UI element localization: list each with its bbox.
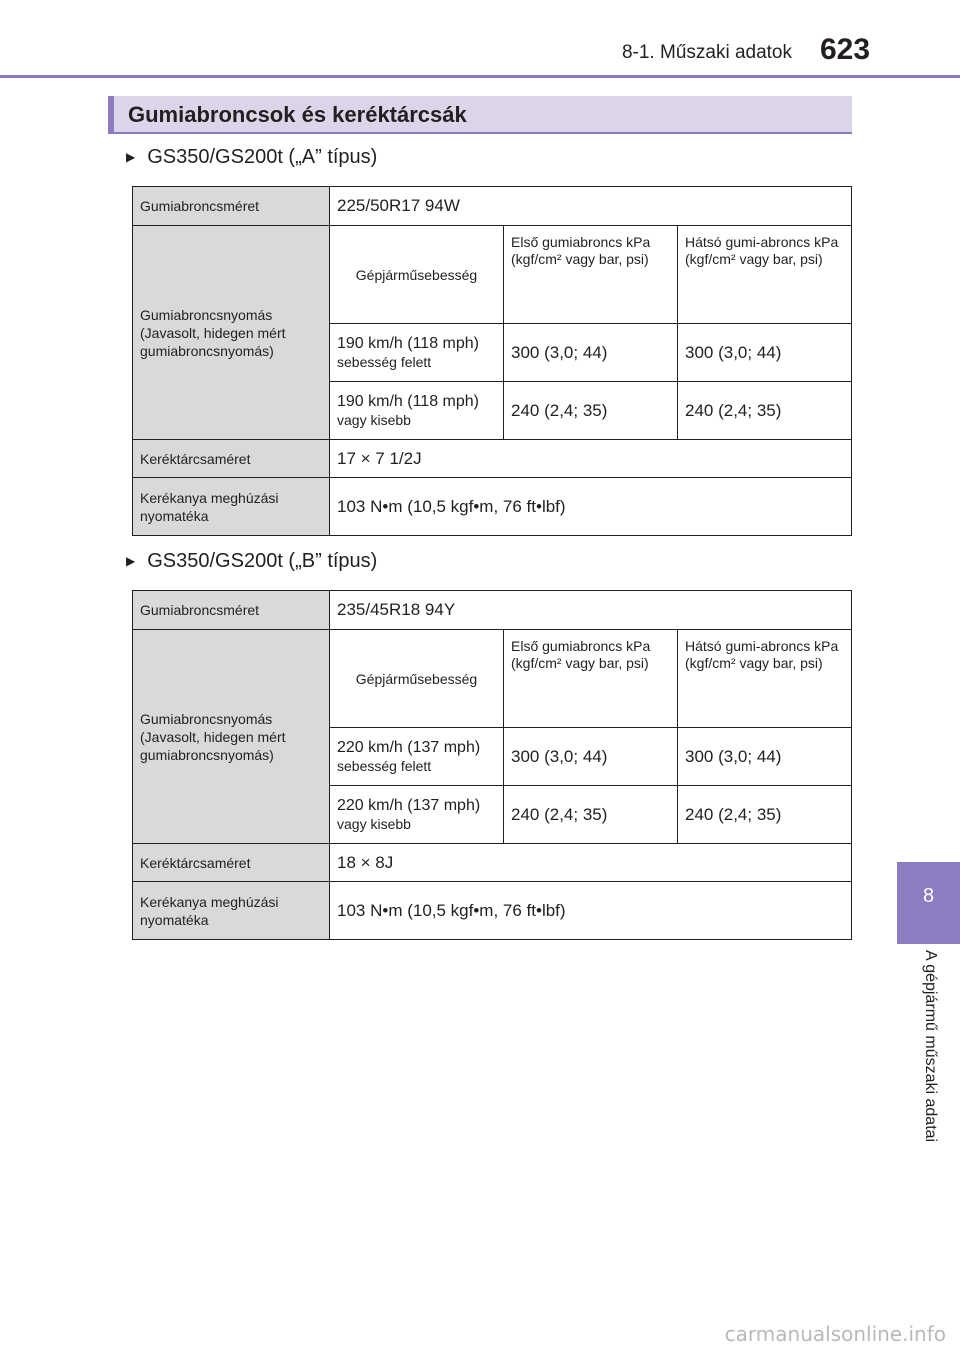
rear-pressure-cell: 300 (3,0; 44) bbox=[678, 728, 852, 786]
table-row bbox=[133, 882, 852, 940]
wheel-size-value: 17 × 7 1/2J bbox=[330, 440, 852, 478]
front-pressure-cell: 300 (3,0; 44) bbox=[504, 728, 678, 786]
watermark: carmanualsonline.info bbox=[724, 1322, 946, 1346]
tire-size-value: 235/45R18 94Y bbox=[330, 591, 852, 630]
table-row bbox=[133, 226, 852, 324]
column-front-header: Első gumiabroncs kPa (kgf/cm² vagy bar, psi) bbox=[504, 226, 678, 324]
table-row bbox=[133, 630, 852, 728]
tire-size-label: Gumiabroncsméret bbox=[133, 187, 330, 226]
tire-spec-table-b bbox=[132, 590, 852, 940]
front-pressure-cell: 300 (3,0; 44) bbox=[504, 324, 678, 382]
rear-pressure-cell: 240 (2,4; 35) bbox=[678, 786, 852, 844]
table-b-heading: ▶ GS350/GS200t („B” típus) bbox=[126, 550, 378, 572]
torque-label: Kerékanya meghúzási nyomatéka bbox=[133, 478, 330, 536]
header-section-title: 8-1. Műszaki adatok bbox=[621, 42, 792, 63]
table-row bbox=[133, 440, 852, 478]
bullet-arrow-icon: ▶ bbox=[126, 554, 136, 568]
torque-value: 103 N•m (10,5 kgf•m, 76 ft•lbf) bbox=[330, 882, 852, 940]
section-heading-bar bbox=[108, 96, 852, 134]
wheel-size-label: Keréktárcsaméret bbox=[133, 440, 330, 478]
tire-spec-table-a bbox=[132, 186, 852, 536]
column-speed-header: Gépjárműsebesség bbox=[330, 226, 504, 324]
header-rule bbox=[0, 75, 960, 78]
torque-value: 103 N•m (10,5 kgf•m, 76 ft•lbf) bbox=[330, 478, 852, 536]
table-a-heading: ▶ GS350/GS200t („A” típus) bbox=[126, 146, 378, 168]
column-rear-header: Hátsó gumi-abroncs kPa (kgf/cm² vagy bar, psi) bbox=[678, 630, 852, 728]
table-row bbox=[133, 591, 852, 630]
tire-size-label: Gumiabroncsméret bbox=[133, 591, 330, 630]
front-pressure-cell: 240 (2,4; 35) bbox=[504, 382, 678, 440]
chapter-tab[interactable]: 8 bbox=[897, 862, 960, 944]
table-row bbox=[133, 187, 852, 226]
rear-pressure-cell: 240 (2,4; 35) bbox=[678, 382, 852, 440]
speed-cell: 220 km/h (137 mph) sebesség felett bbox=[330, 728, 504, 786]
pressure-label: Gumiabroncsnyomás (Javasolt, hidegen mért gumiabroncsnyomás) bbox=[133, 630, 330, 844]
front-pressure-cell: 240 (2,4; 35) bbox=[504, 786, 678, 844]
torque-label: Kerékanya meghúzási nyomatéka bbox=[133, 882, 330, 940]
speed-cell: 220 km/h (137 mph) vagy kisebb bbox=[330, 786, 504, 844]
speed-cell: 190 km/h (118 mph) vagy kisebb bbox=[330, 382, 504, 440]
page-number: 623 bbox=[820, 33, 871, 66]
section-title: Gumiabroncsok és keréktárcsák bbox=[128, 102, 467, 127]
wheel-size-value: 18 × 8J bbox=[330, 844, 852, 882]
table-row bbox=[133, 478, 852, 536]
column-speed-header: Gépjárműsebesség bbox=[330, 630, 504, 728]
tire-size-value: 225/50R17 94W bbox=[330, 187, 852, 226]
rear-pressure-cell: 300 (3,0; 44) bbox=[678, 324, 852, 382]
table-row bbox=[133, 844, 852, 882]
column-front-header: Első gumiabroncs kPa (kgf/cm² vagy bar, psi) bbox=[504, 630, 678, 728]
bullet-arrow-icon: ▶ bbox=[126, 150, 136, 164]
pressure-label: Gumiabroncsnyomás (Javasolt, hidegen mért gumiabroncsnyomás) bbox=[133, 226, 330, 440]
column-rear-header: Hátsó gumi-abroncs kPa (kgf/cm² vagy bar, psi) bbox=[678, 226, 852, 324]
chapter-title-vertical: A gépjármű műszaki adatai bbox=[922, 950, 939, 1143]
speed-cell: 190 km/h (118 mph) sebesség felett bbox=[330, 324, 504, 382]
wheel-size-label: Keréktárcsaméret bbox=[133, 844, 330, 882]
